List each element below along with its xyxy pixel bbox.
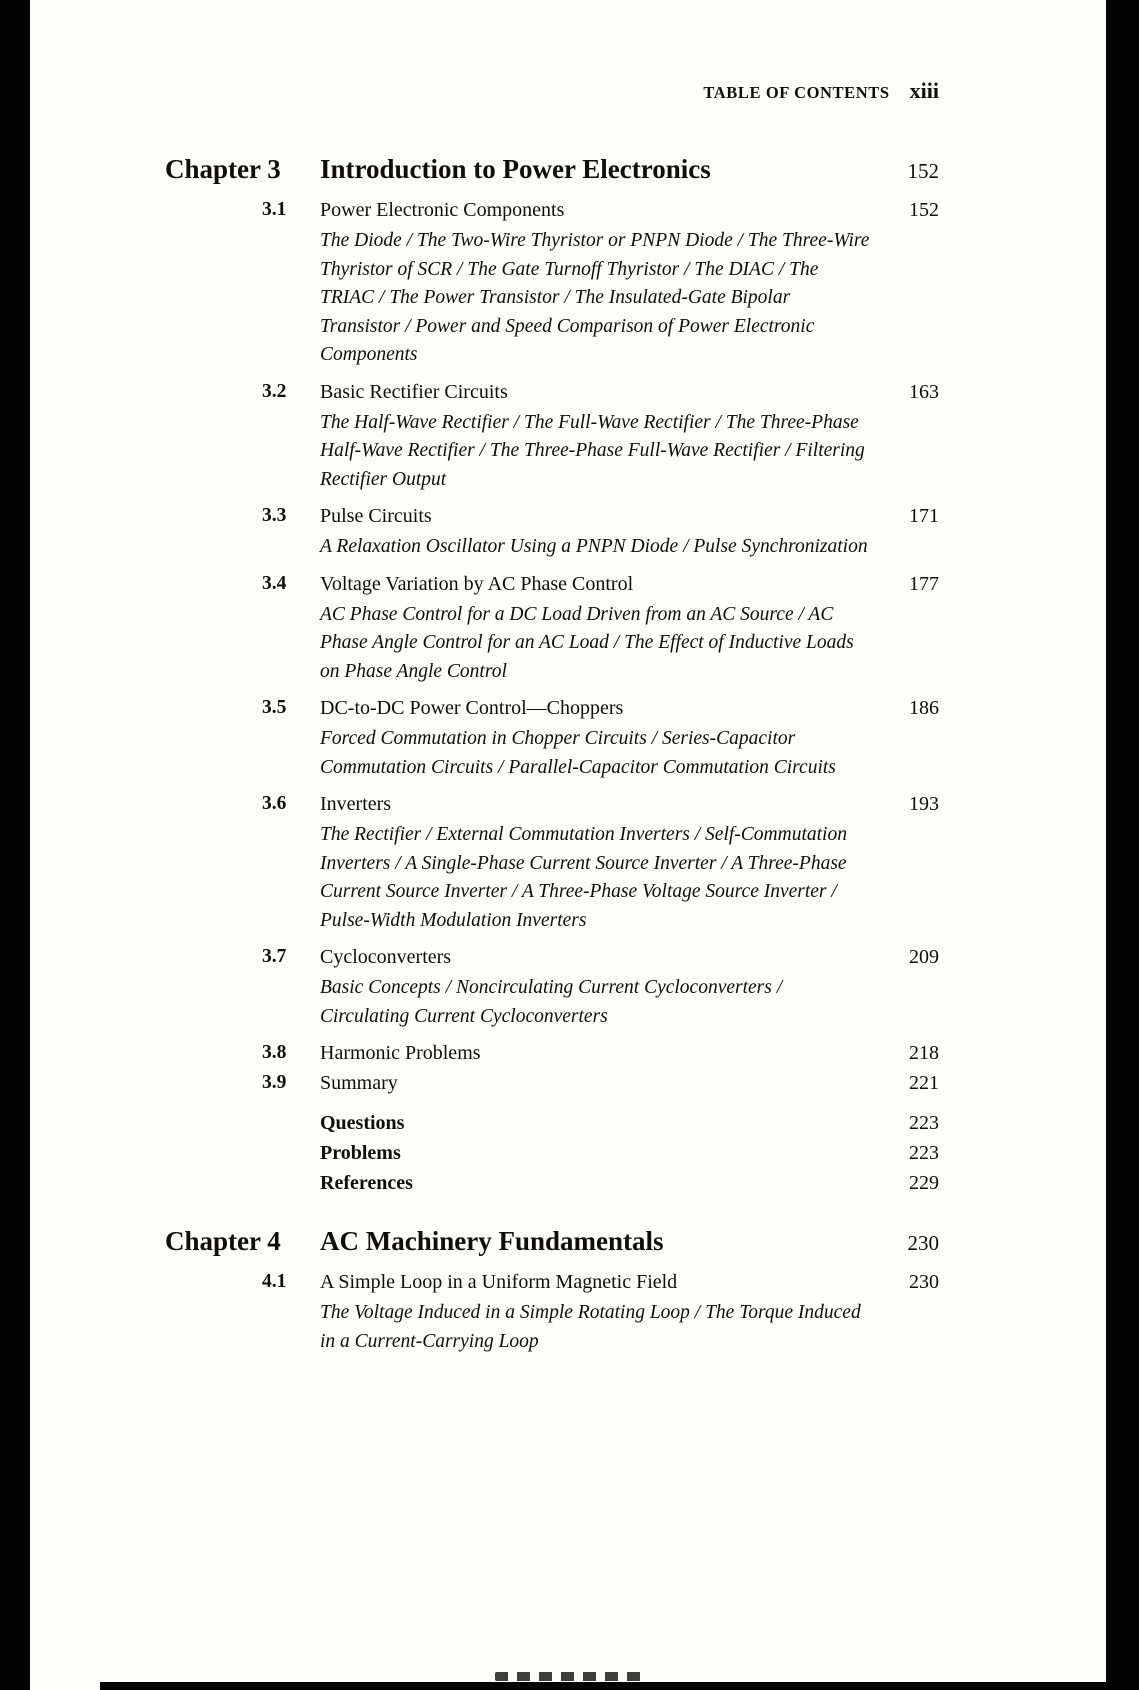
toc-entry-3-8 <box>165 1038 939 1068</box>
scan-edge-left <box>0 0 30 1690</box>
entry-title: DC-to-DC Power Control—Choppers <box>320 697 624 719</box>
entry-page-number: 221 <box>909 1072 939 1094</box>
entry-number: 3.7 <box>262 946 287 967</box>
entry-title: Problems <box>320 1142 401 1164</box>
entry-subtopics: The Rectifier / External Commutation Inverters / Self-Commutation Inverters / A Single-Phase Current Source Inverter / A Three-Phase Current Source Inverter / A Three-Phase Voltage Source Inverter / Pulse-Width Modulation Inverters <box>320 824 847 931</box>
entry-subtopics: AC Phase Control for a DC Load Driven from an AC Source / AC Phase Angle Control for an AC Load / The Effect of Inductive Loads on Phase Angle Control <box>320 603 854 682</box>
toc-entry-4-1 <box>165 1267 939 1297</box>
chapter-title: AC Machinery Fundamentals <box>320 1226 664 1256</box>
entry-subtopics: The Voltage Induced in a Simple Rotating Loop / The Torque Induced in a Current-Carrying Loop <box>320 1302 861 1352</box>
entry-number: 3.6 <box>262 793 287 814</box>
running-head: TABLE OF CONTENTS <box>703 83 890 102</box>
scan-bottom-bar <box>100 1682 1139 1690</box>
page-number-roman: xiii <box>909 78 939 103</box>
entry-number <box>262 1108 320 1138</box>
page-header <box>165 78 939 104</box>
entry-title: Pulse Circuits <box>320 505 432 527</box>
toc-entry-3-3 <box>165 501 939 531</box>
entry-number <box>262 1138 320 1168</box>
chapter-title: Introduction to Power Electronics <box>320 154 711 184</box>
toc-content <box>165 0 939 1363</box>
entry-number: 3.5 <box>262 697 287 718</box>
entry-number <box>262 1168 320 1198</box>
entry-title: References <box>320 1172 413 1194</box>
entry-number: 3.3 <box>262 505 287 526</box>
entry-page-number: 186 <box>909 697 939 719</box>
entry-page-number: 177 <box>909 572 939 595</box>
scan-bottom-smudge <box>495 1672 645 1681</box>
entry-title: Voltage Variation by AC Phase Control <box>320 572 634 595</box>
entry-page-number: 152 <box>909 199 939 221</box>
entry-title: Inverters <box>320 793 392 815</box>
entry-number: 3.2 <box>262 380 287 402</box>
entry-number: 4.1 <box>262 1271 287 1292</box>
entry-number: 3.4 <box>262 572 287 594</box>
entry-page-number: 171 <box>909 505 939 527</box>
toc-entry-questions <box>165 1108 939 1138</box>
entry-subtopics: The Diode / The Two-Wire Thyristor or PNPN Diode / The Three-Wire Thyristor of SCR / The Gate Turnoff Thyristor / The DIAC / The TRIAC / The Power Transistor / The Insulated-Gate Bipolar Transistor / Power and Speed Comparison of Power Electronic Components <box>320 230 870 365</box>
chapter-heading-4 <box>165 1226 939 1257</box>
entry-page-number: 230 <box>909 1271 939 1293</box>
chapter-heading-3 <box>165 154 939 185</box>
chapter-page-number: 230 <box>907 1231 939 1255</box>
toc-entry-problems <box>165 1138 939 1168</box>
entry-subtopics: Forced Commutation in Chopper Circuits / Series-Capacitor Commutation Circuits / Parallel-Capacitor Commutation Circuits <box>320 728 836 778</box>
entry-title: Summary <box>320 1072 398 1094</box>
entry-page-number: 218 <box>909 1042 939 1064</box>
toc-entry-3-6 <box>165 789 939 819</box>
entry-number: 3.8 <box>262 1042 287 1063</box>
entry-title: Cycloconverters <box>320 946 452 968</box>
toc-entry-3-1 <box>165 195 939 225</box>
toc-entry-3-4 <box>165 569 939 599</box>
entry-number: 3.1 <box>262 199 287 220</box>
entry-title: A Simple Loop in a Uniform Magnetic Field <box>320 1271 678 1293</box>
chapter-label: Chapter 4 <box>165 1226 281 1256</box>
chapter-page-number: 152 <box>907 159 939 183</box>
entry-number: 3.9 <box>262 1072 287 1093</box>
chapter-label: Chapter 3 <box>165 154 281 184</box>
entry-page-number: 163 <box>909 380 939 403</box>
entry-subtopics: Basic Concepts / Noncirculating Current Cycloconverters / Circulating Current Cycloconverters <box>320 977 783 1027</box>
entry-title: Basic Rectifier Circuits <box>320 380 508 403</box>
entry-page-number: 223 <box>909 1142 939 1164</box>
entry-title: Power Electronic Components <box>320 199 565 221</box>
toc-entry-references <box>165 1168 939 1198</box>
scan-edge-right <box>1106 0 1139 1690</box>
toc-entry-3-7 <box>165 942 939 972</box>
entry-title: Questions <box>320 1112 405 1134</box>
entry-page-number: 193 <box>909 793 939 815</box>
entry-page-number: 209 <box>909 946 939 968</box>
toc-entry-3-5 <box>165 693 939 723</box>
entry-title: Harmonic Problems <box>320 1042 481 1064</box>
entry-subtopics: The Half-Wave Rectifier / The Full-Wave Rectifier / The Three-Phase Half-Wave Rectifier / The Three-Phase Full-Wave Rectifier / Filtering Rectifier Output <box>320 411 865 490</box>
toc-entry-3-9 <box>165 1068 939 1098</box>
entry-subtopics: A Relaxation Oscillator Using a PNPN Diode / Pulse Synchronization <box>320 536 868 557</box>
toc-entry-3-2 <box>165 377 939 407</box>
entry-page-number: 229 <box>909 1172 939 1194</box>
entry-page-number: 223 <box>909 1112 939 1134</box>
